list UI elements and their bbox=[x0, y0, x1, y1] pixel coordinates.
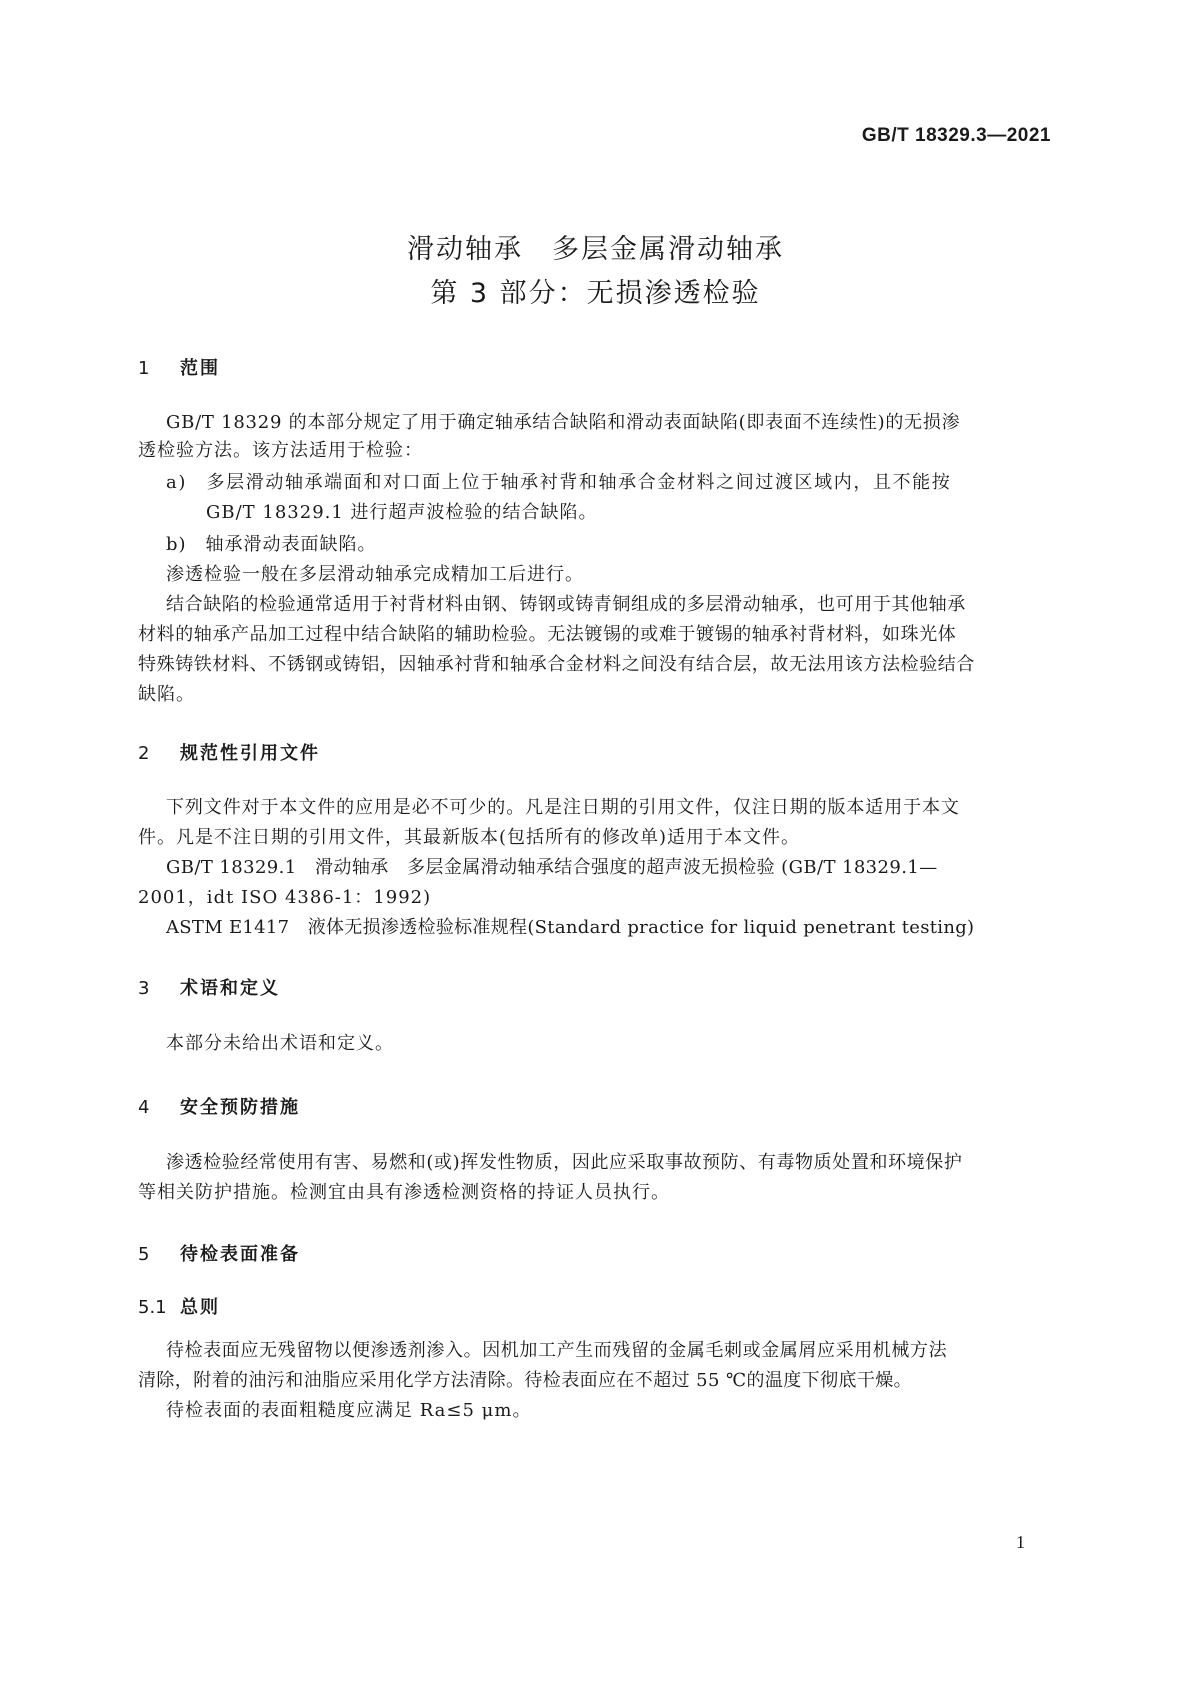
paragraph-line: 清除，附着的油污和油脂应采用化学方法清除。待检表面应在不超过 55 ℃的温度下彻底干燥。 bbox=[138, 1370, 913, 1391]
paragraph-line: 待检表面的表面粗糙度应满足 Ra≤5 μm。 bbox=[166, 1400, 532, 1421]
paragraph-line: GB/T 18329 的本部分规定了用于确定轴承结合缺陷和滑动表面缺陷(即表面不连续性)的无损渗 bbox=[166, 412, 961, 433]
title-line-1: 滑动轴承 多层金属滑动轴承 bbox=[407, 234, 784, 265]
list-item-b: b) 轴承滑动表面缺陷。 bbox=[166, 534, 377, 555]
section-title: 待检表面准备 bbox=[180, 1244, 300, 1265]
paragraph-line: 渗透检验一般在多层滑动轴承完成精加工后进行。 bbox=[166, 564, 584, 585]
section-1-heading bbox=[138, 354, 220, 380]
reference-entry: ASTM E1417 液体无损渗透检验标准规程(Standard practice for liquid penetrant testing) bbox=[166, 917, 975, 938]
list-item-a: a) 多层滑动轴承端面和对口面上位于轴承衬背和轴承合金材料之间过渡区域内，且不能按 bbox=[166, 472, 952, 493]
paragraph-line: 特殊铸铁材料、不锈钢或铸铝，因轴承衬背和轴承合金材料之间没有结合层，故无法用该方法检验结合 bbox=[138, 654, 975, 675]
section-number: 4 bbox=[138, 1097, 150, 1118]
paragraph-line: 渗透检验经常使用有害、易燃和(或)挥发性物质，因此应采取事故预防、有毒物质处置和环境保护 bbox=[166, 1152, 963, 1173]
paragraph-line: 下列文件对于本文件的应用是必不可少的。凡是注日期的引用文件，仅注日期的版本适用于本文 bbox=[166, 797, 960, 818]
section-5-1-heading bbox=[138, 1293, 220, 1319]
section-number: 5 bbox=[138, 1244, 150, 1265]
paragraph-line: 透检验方法。该方法适用于检验： bbox=[138, 440, 423, 461]
paragraph-line: 缺陷。 bbox=[138, 684, 195, 705]
list-item-a-continued: GB/T 18329.1 进行超声波检验的结合缺陷。 bbox=[206, 502, 598, 523]
reference-entry-continued: 2001，idt ISO 4386-1：1992) bbox=[138, 887, 432, 908]
section-number: 3 bbox=[138, 978, 150, 999]
page-number: 1 bbox=[1016, 1532, 1025, 1552]
section-4-heading bbox=[138, 1093, 300, 1119]
standard-id: GB/T 18329.3—2021 bbox=[861, 125, 1051, 146]
section-title: 术语和定义 bbox=[180, 978, 280, 999]
section-2-heading bbox=[138, 739, 320, 765]
paragraph-line: 本部分未给出术语和定义。 bbox=[166, 1033, 394, 1054]
section-number: 2 bbox=[138, 743, 150, 764]
paragraph-line: 等相关防护措施。检测宜由具有渗透检测资格的持证人员执行。 bbox=[138, 1182, 670, 1203]
paragraph-line: 件。凡是不注日期的引用文件，其最新版本(包括所有的修改单)适用于本文件。 bbox=[138, 827, 801, 848]
section-title: 规范性引用文件 bbox=[180, 743, 320, 764]
paragraph-line: 材料的轴承产品加工过程中结合缺陷的辅助检验。无法镀锡的或难于镀锡的轴承衬背材料，如珠光体 bbox=[138, 624, 957, 645]
section-number: 1 bbox=[138, 358, 150, 379]
section-title: 总则 bbox=[180, 1297, 220, 1318]
paragraph-line: 结合缺陷的检验通常适用于衬背材料由钢、铸钢或铸青铜组成的多层滑动轴承，也可用于其他轴承 bbox=[166, 594, 966, 615]
section-title: 范围 bbox=[180, 358, 220, 379]
paragraph-line: 待检表面应无残留物以便渗透剂渗入。因机加工产生而残留的金属毛刺或金属屑应采用机械方法 bbox=[166, 1340, 948, 1361]
section-3-heading bbox=[138, 974, 280, 1000]
section-number: 5.1 bbox=[138, 1297, 167, 1318]
section-5-heading bbox=[138, 1240, 300, 1266]
title-line-2: 第 3 部分：无损渗透检验 bbox=[430, 278, 761, 309]
section-title: 安全预防措施 bbox=[180, 1097, 300, 1118]
reference-entry: GB/T 18329.1 滑动轴承 多层金属滑动轴承结合强度的超声波无损检验 (GB/T 18329.1— bbox=[166, 857, 938, 878]
